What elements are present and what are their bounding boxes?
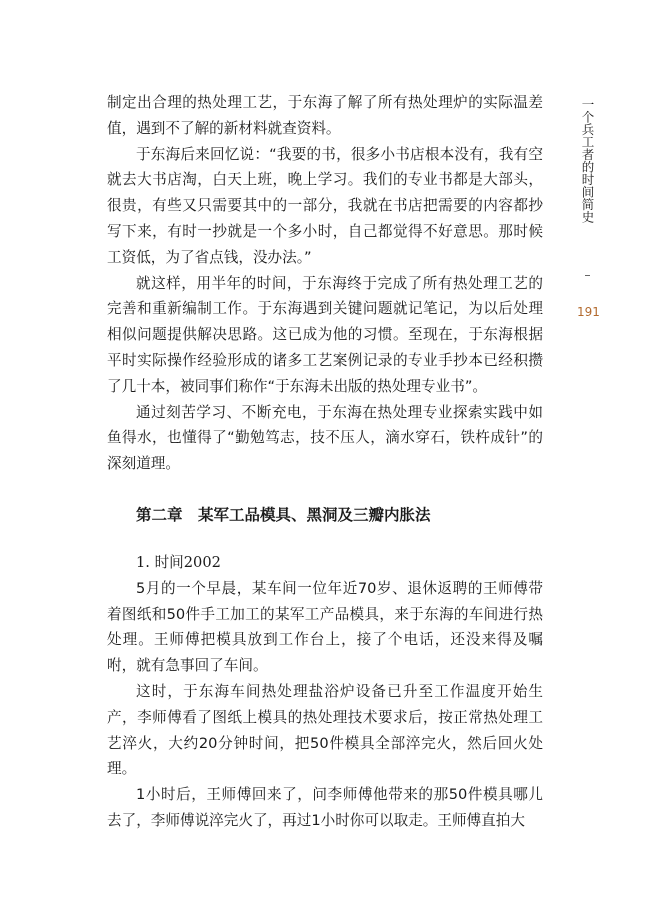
page-number: 191 <box>577 305 600 319</box>
paragraph: 这时，于东海车间热处理盐浴炉设备已升至工作温度开始生产，李师傅看了图纸上模具的热处理技术要求后，按正常热处理工艺淬火，大约20分钟时间，把50件模具全部淬完火，然后回火处理。 <box>107 682 543 778</box>
paragraph: 5月的一个早晨，某车间一位年近70岁、退休返聘的王师傅带着图纸和50件手工加工的某军工产品模具，来于东海的车间进行热处理。王师傅把模具放到工作台上，接了个电话，还没来得及嘱咐，就有急事回了车间。 <box>107 579 543 675</box>
side-divider <box>585 275 590 276</box>
paragraph: 于东海后来回忆说：“我要的书，很多小书店根本没有，我有空就去大书店淘，白天上班，晚上学习。我们的专业书都是大部头，很贵，有些又只需要其中的一部分，我就在书店把需要的内容都抄写下来，有时一抄就是一个多小时，自己都觉得不好意思。那时候工资低，为了省点钱，没办法。” <box>107 145 543 266</box>
chapter-title: 第二章 某军工品模具、黑洞及三瓣内胀法 <box>136 505 431 524</box>
section-title: 1. 时间2002 <box>136 553 221 571</box>
running-title: 一个兵工者的时间简史 <box>580 98 595 223</box>
paragraph: 就这样，用半年的时间，于东海终于完成了所有热处理工艺的完善和重新编制工作。于东海遇到关键问题就记笔记，为以后处理相似问题提供解决思路。这已成为他的习惯。至现在，于东海根据平时实际操作经验形成的诸多工艺案例记录的专业手抄本已经积攒了几十本，被同事们称作“于东海未出版的热处理专业书”。 <box>107 274 543 395</box>
paragraph: 1小时后，王师傅回来了，问李师傅他带来的那50件模具哪儿去了，李师傅说淬完火了，再过1小时你可以取走。王师傅直拍大 <box>107 786 543 829</box>
page-body <box>107 90 543 834</box>
paragraph: 通过刻苦学习、不断充电，于东海在热处理专业探索实践中如鱼得水，也懂得了“勤勉笃志，技不压人，滴水穿石，铁杵成针”的深刻道理。 <box>107 403 543 473</box>
paragraph: 制定出合理的热处理工艺，于东海了解了所有热处理炉的实际温差值，遇到不了解的新材料就查资料。 <box>107 94 543 137</box>
